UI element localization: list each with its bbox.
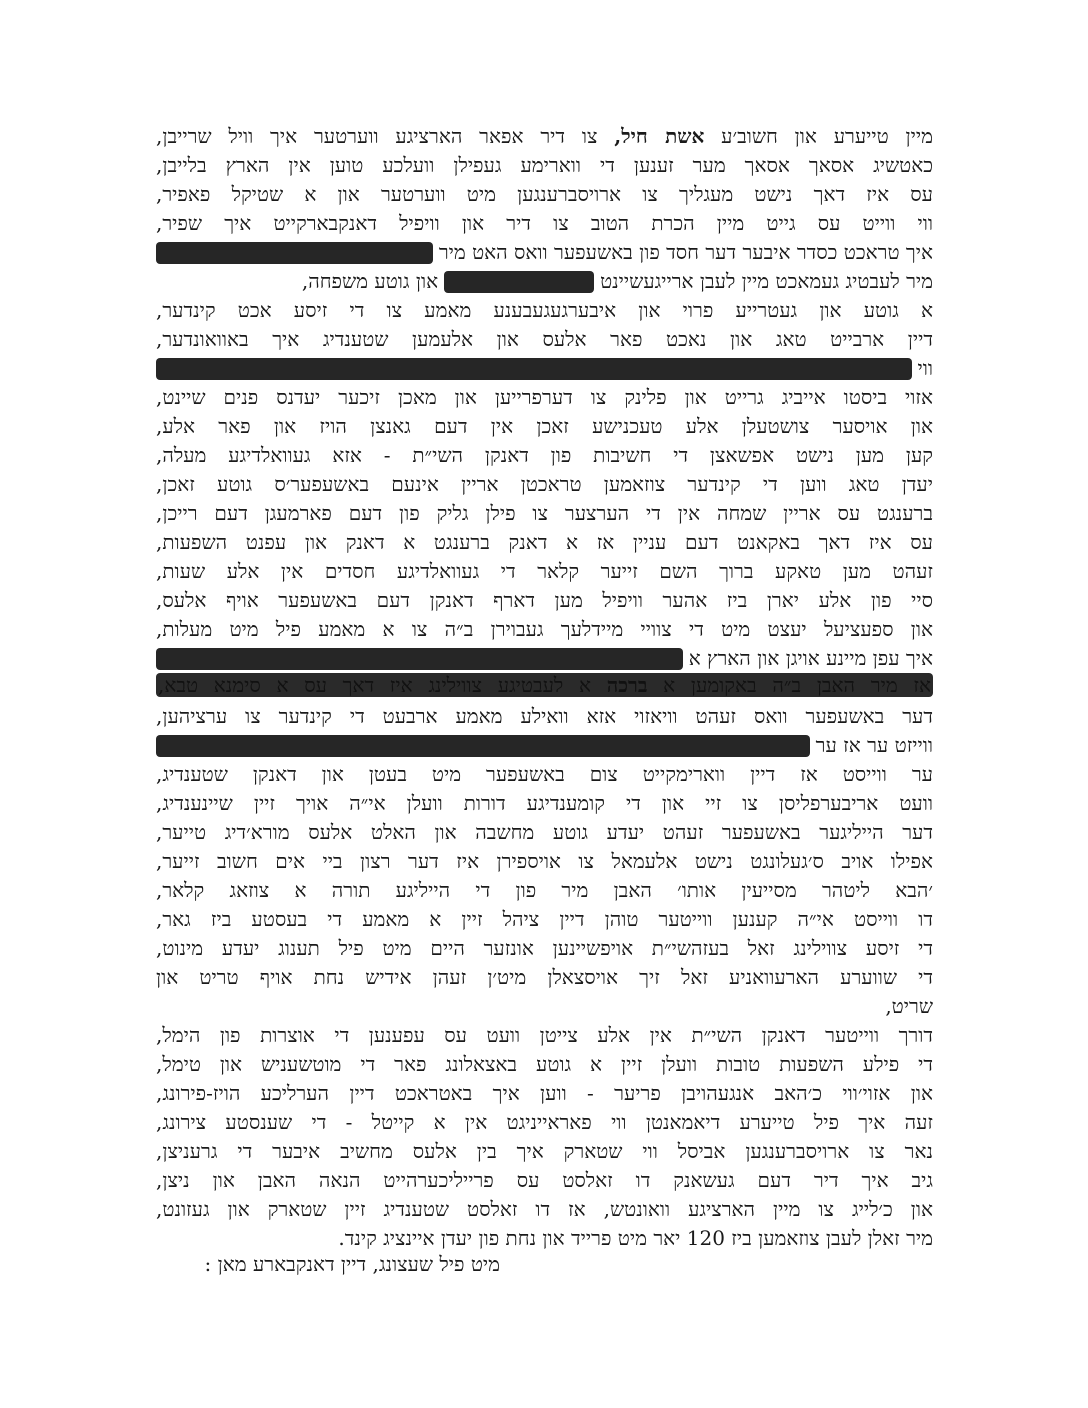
letter-line: קען מען נישט אפשאצן די חשיבות פון דאנקן השי״ת - אזא געוואלדיגע מעלה, [156,443,933,467]
redaction-bar [156,358,912,380]
letter-line: ׳הבא ליטהר מסייעין אותו׳ האבן מיר פון די הייליגע תורה א צוזאג קלאר, [156,878,933,902]
letter-line: עס איז דאך נישט מעגליך צו ארויסברענגען מיט ווערטער און א שטיקל פאפיר, [156,182,933,206]
letter-line: גיב איך דיר דעם געשאנק דו זאלסט עס פרייליכערהייט הנאה האבן און ניצן, [156,1168,933,1192]
letter-line: א גוטע און געטרייע פרוי און איבערגעגעבענע מאמע צו די זיסע אכט קינדער, [156,298,933,322]
letter-line: די זיסע צווילינג זאל בעזהשי״ת אויפשיינען אונזער היים מיט פיל תענוג יעדע מינוט, [156,936,933,960]
letter-line: ווי ווייט עס גייט מיין הכרת הטוב צו דיר און וויפיל דאנקבארקייט איך שפיר, [156,211,933,235]
letter-line: ווייזט ער אז ער [156,731,933,760]
letter-line: סיי פון אלע יארן ביז אהער וויפיל מען דארף דאנקן דעם באשעפער אויף אלעס, [156,588,933,612]
letter-line: מיר זאלן לעבן צוזאמען ביז 120 יאר מיט פרייד און נחת פון יעדן איינציג קינד. [338,1226,933,1250]
letter-line: די פילע השפעות טובות וועלן זיין א גוטע באצאלונג פאר די מוטשעניש און טימל, [156,1052,933,1076]
letter-line: כאטשיג אסאך אסאך מער זענען די ווארימע געפילן וועלכע טוען אין הארץ בלייבן, [156,153,933,177]
letter-line: יעדן טאג ווען די קינדער צוזאמען טראכטן אריין אינעם באשעפער׳ס גוטע זאכן, [156,472,933,496]
letter-line: זעהט מען טאקע ברוך השם זייער קלאר די געוואלדיגע חסדים אין אלע שעות, [156,559,933,583]
redaction-bar [156,648,683,670]
letter-line: ער ווייסט אז דיין ווארימקייט צום באשעפער מיט בעטן און דאנקן שטענדיג, [156,762,933,786]
letter-line: דער הייליגער באשעפער זעהט יעדע גוטע מחשבה און האלט אלעס מורא׳דיג טייער, [156,820,933,844]
bold-phrase: אשת חיל, [614,124,705,148]
letter-line: און אויסער צושטעלן אלע טעכנישע זאכן אין דעם גאנצן הויז און פאר אלע, [156,414,933,438]
redaction-bar [444,271,594,293]
letter-line: דער באשעפער וואס זעהט וויאזוי אזא וואילע מאמע ארבעט די קינדער צו ערציהען, [156,704,933,728]
letter-line: נאר צו ארויסברענגען אביסל ווי שטארק איך בין אלעס מחשיב איבער די גרעניצן, [156,1139,933,1163]
letter-line: ברענגט עס אריין שמחה אין די הערצער צו פילן גליק פון דעם פארמעגן דעם רייכן, [156,501,933,525]
letter-line: דו ווייסט אי״ה קענען ווייטער טוהן דיין ציהל זיין א מאמע די בעסטע ביז גאר, [156,907,933,931]
letter-body [156,122,933,1253]
letter-line: און ספעציעל יעצט מיט די צוויי מיידלעך געבוירן ב״ה צו א מאמע פיל מיט מעלות, [156,617,933,641]
letter-line: זעה איך פיל טייערע דיאמאנטן ווי פאראייניגט אין א קייטל - די שענסטע צירונג, [156,1110,933,1134]
letter-line: אזוי ביסטו אייביג גרייט און פלינק צו דערפרייען און מאכן זיכער יעדנס פנים שיינט, [156,385,933,409]
letter-line: שריט, [885,994,933,1018]
redaction-bar [156,242,433,264]
letter-line: איך טראכט כסדר איבער דער חסד פון באשעפער וואס האט מיר [156,238,933,267]
signature: מיט פיל שעצונג, דיין דאנקבארע מאן : [204,1252,500,1276]
letter-line: ווי [156,354,933,383]
redaction-bar [156,735,810,757]
bold-phrase: ברכה [606,673,648,697]
letter-line: מיין טייערע און חשוב׳ע אשת חיל, צו דיר אפאר הארציגע ווערטער איך וויל שרייבן, [156,124,933,148]
letter-line: און אזוי׳ווי כ׳האב אנגעהויבן פריער - ווען איך באטראכט דיין הערליכע הויז-פירונג, [156,1081,933,1105]
letter-line: דורך ווייטער דאנקן השי״ת אין אלע צייטן וועט עס עפענען די אוצרות פון הימל, [156,1023,933,1047]
letter-line: דיין ארבייט טאג און נאכט פאר אלעס און אלעמען שטענדיג איך באוואונדער, [156,327,933,351]
letter-line: וועט אריבערפליסן צו זיי און די קומענדיגע דורות וועלן אי״ה אויך זיין שיינענדיג, [156,791,933,815]
letter-line: אפילו אויב ס׳געלונגט נישט אלעמאל צו אויספירן איז דער רצון ביי אים חשוב זייער, [156,849,933,873]
letter-line: איך עפן מיינע אויגן און הארץ א [156,644,933,673]
letter-line: און כ׳לייג צו מיין הארציגע וואונטש, אז דו זאלסט שטענדיג זיין שטארק און געזונט, [156,1197,933,1221]
letter-line-highlighted [156,673,933,702]
letter-line: די שווערע הארעוואניע זאל זיך אויסצאלן מיט׳ן זעהן אידיש נחת אויף טריט און [156,965,933,989]
redaction-highlight: אז מיר האבן ב״ה באקומען א ברכה א לעבטיגע צווילינג איז דאך עס א סימנא טבא, [158,673,931,697]
letter-line: מיר לעבטיג געמאכט מיין לעבן ארייגעשיינט און גוטע משפחה, [301,269,933,293]
letter-line: עס איז דאך באקאנט דעם עניין אז א דאנק ברענגט א דאנק און עפנט השפעות, [156,530,933,554]
